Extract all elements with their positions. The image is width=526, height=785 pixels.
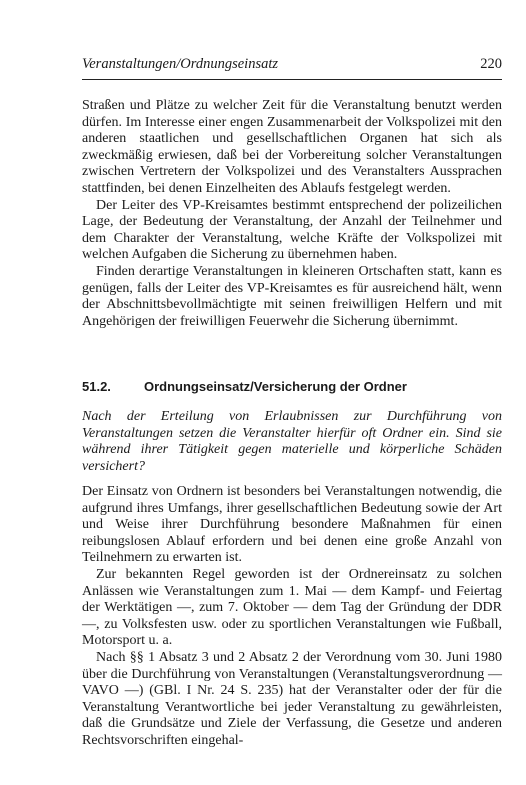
intro-text [82,98,502,330]
running-header [82,56,502,73]
running-title: Veranstaltungen/Ordnungseinsatz [82,56,279,72]
paragraph: Der Leiter des VP-Kreisamtes bestimmt entsprechend der polizeilichen Lage, der Bedeutung der Veranstaltung, der Anzahl der Teilnehmer und dem Charakter der Veranstaltung, welche Kräfte der Volkspolizei mit welchen Aufgaben die Sicherung zu übernehmen haben. [82,197,502,263]
question-paragraph: Nach der Erteilung von Erlaubnissen zur Durchführung von Veranstaltungen setzen die Veranstalter hierfür oft Ordner ein. Sind sie während ihrer Tätigkeit gegen materielle und körperliche Schäden versichert? [82,409,502,474]
header-rule [82,79,502,80]
paragraph: Nach §§ 1 Absatz 3 und 2 Absatz 2 der Verordnung vom 30. Juni 1980 über die Durchführung von Veranstaltungen (Veranstaltungsverordnung — VAVO —) (GBl. I Nr. 24 S. 235) hat der Veranstalter oder der für die Veranstaltung Verantwortliche bei jeder Veranstaltung zu gewährleisten, daß die Grundsätze und Ziele der Verfassung, die Gesetze und anderen Rechtsvorschriften eingehal- [82,649,502,748]
section-title: Ordnungseinsatz/Versicherung der Ordner [144,379,407,394]
section-heading [82,379,502,394]
page-number: 220 [480,56,502,72]
section-number: 51.2. [82,379,111,394]
paragraph: Zur bekannten Regel geworden ist der Ordnereinsatz zu solchen Anlässen wie Veranstaltungen zum 1. Mai — dem Kampf- und Feiertag der Werktätigen —, zum 7. Oktober — dem Tag der Gründung der DDR —, zu Volksfesten usw. oder zu sportlichen Veranstaltungen wie Fußball, Motorsport u. a. [82,566,502,649]
paragraph: Finden derartige Veranstaltungen in kleineren Ortschaften statt, kann es genügen, falls der Leiter des VP-Kreisamtes es für ausreichend hält, wenn der Abschnittsbevollmächtigte mit seinen freiwilligen Helfern und mit Angehörigen der freiwilligen Feuerwehr die Sicherung übernimmt. [82,263,502,329]
paragraph: Straßen und Plätze zu welcher Zeit für die Veranstaltung benutzt werden dürfen. Im Interesse einer engen Zusammenarbeit der Volkspolizei mit den anderen staatlichen und gesellschaftlichen Organen hat sich als zweckmäßig erwiesen, daß bei der Vorbereitung solcher Veranstaltungen zwischen Vertretern der Volkspolizei und des Veranstalters Aussprachen stattfinden, bei denen Einzelheiten des Ablaufs festgelegt werden. [82,98,502,196]
answer-text [82,484,502,750]
paragraph: Der Einsatz von Ordnern ist besonders bei Veranstaltungen notwendig, die aufgrund ihres Umfangs, ihrer gesellschaftlichen Bedeutung sowie der Art und Weise ihrer Durchführung besondere Maßnahmen für einen reibungslosen Ablauf erfordern und bei denen eine große Anzahl von Teilnehmern zu erwarten ist. [82,484,502,566]
